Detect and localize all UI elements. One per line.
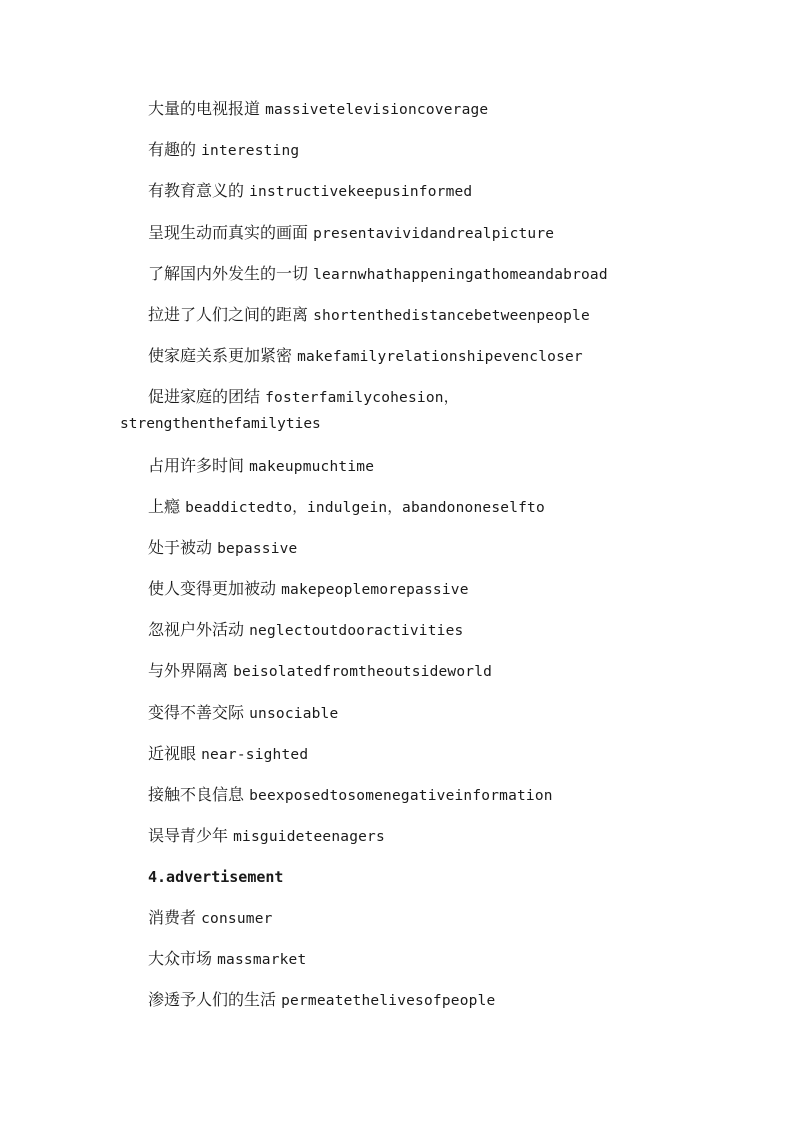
term-zh: 近视眼 [148,744,197,763]
term-en: massmarket [217,952,307,968]
term-zh: 接触不良信息 [148,785,245,804]
list-item [148,180,754,203]
list-item [148,496,754,519]
term-zh: 促进家庭的团结 [148,387,261,406]
term-en: consumer [201,911,273,927]
term-en: interesting [201,143,300,159]
list-item [148,386,754,409]
term-zh: 上瘾 [148,497,181,516]
list-item [148,948,754,971]
term-en: shortenthedistancebetweenpeople [313,308,590,324]
term-en: instructivekeepusinformed [249,184,473,200]
list-item [148,743,754,766]
term-zh: 与外界隔离 [148,661,229,680]
term-zh: 有教育意义的 [148,181,245,200]
term-zh: 使人变得更加被动 [148,579,277,598]
list-item [148,139,754,162]
section-heading: 4.advertisement [148,868,284,886]
list-item [148,304,754,327]
term-en: near-sighted [201,747,309,763]
list-item [148,578,754,601]
term-en: makepeoplemorepassive [281,582,469,598]
term-en: bepassive [217,541,298,557]
term-en: fosterfamilycohesion， [265,390,459,406]
term-zh: 了解国内外发生的一切 [148,264,309,283]
term-en: presentavividandrealpicture [313,226,555,242]
term-en: misguideteenagers [233,829,385,845]
term-zh: 占用许多时间 [148,456,245,475]
term-zh: 大众市场 [148,949,213,968]
term-en: unsociable [249,706,339,722]
list-item [148,989,754,1012]
term-zh: 大量的电视报道 [148,99,261,118]
term-en: learnwhathappeningathomeandabroad [313,267,608,283]
list-item [148,660,754,683]
list-item [148,345,754,368]
list-item [148,537,754,560]
term-en: neglectoutdooractivities [249,623,464,639]
term-en: permeatethelivesofpeople [281,993,496,1009]
list-item [148,263,754,286]
term-zh: 变得不善交际 [148,703,245,722]
term-zh: 有趣的 [148,140,197,159]
term-zh: 忽视户外活动 [148,620,245,639]
term-en: makefamilyrelationshipevencloser [297,349,583,365]
list-item [148,455,754,478]
list-item [148,619,754,642]
term-zh: 呈现生动而真实的画面 [148,223,309,242]
list-item-continuation: strengthenthefamilyties [120,416,321,432]
list-item [148,702,754,725]
term-zh: 处于被动 [148,538,213,557]
term-en: beisolatedfromtheoutsideworld [233,664,493,680]
term-en: massivetelevisioncoverage [265,102,489,118]
term-en: makeupmuchtime [249,459,375,475]
term-en: beaddictedto，indulgein，abandononeselfto [185,500,545,516]
term-zh: 渗透予人们的生活 [148,990,277,1009]
term-en: beexposedtosomenegativeinformation [249,788,553,804]
list-item [148,784,754,807]
list-item [148,825,754,848]
list-item [148,98,754,121]
term-zh: 误导青少年 [148,826,229,845]
term-zh: 使家庭关系更加紧密 [148,346,293,365]
list-item [148,907,754,930]
list-item [148,222,754,245]
term-zh: 拉进了人们之间的距离 [148,305,309,324]
term-zh: 消费者 [148,908,197,927]
